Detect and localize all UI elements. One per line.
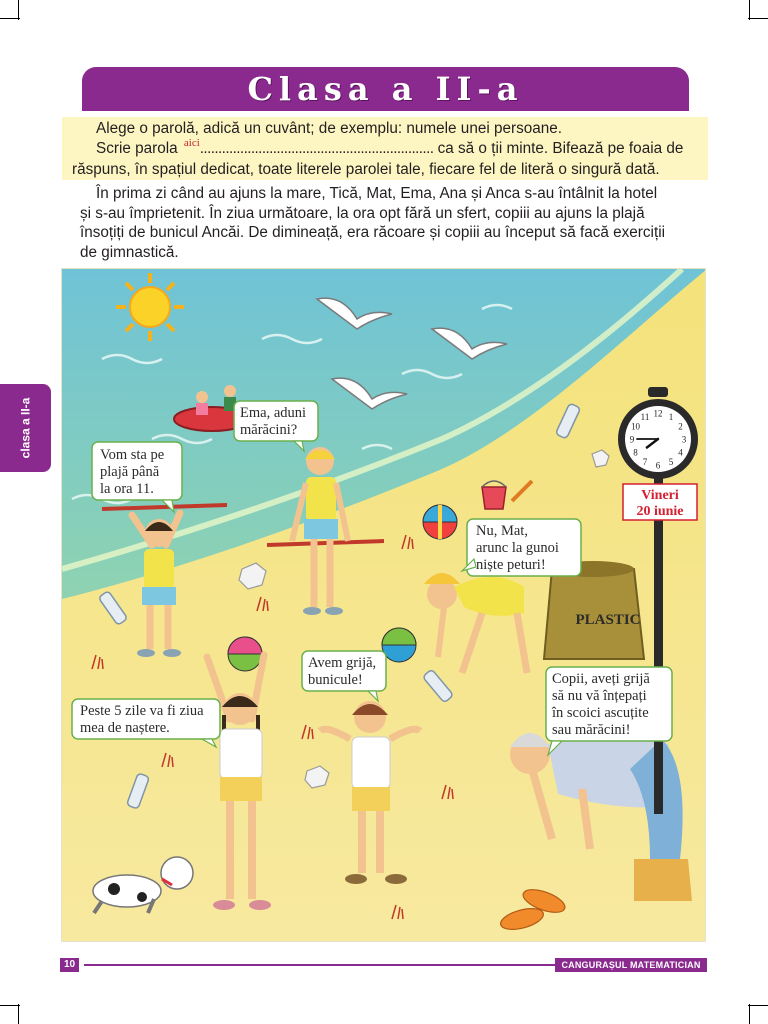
clock-numeral: 9 bbox=[629, 434, 635, 445]
beach-scene-svg bbox=[62, 269, 706, 942]
bubble-line: Avem grijă, bbox=[308, 655, 377, 671]
clock-numeral: 1 bbox=[668, 412, 674, 422]
beach-illustration bbox=[61, 268, 706, 942]
story-line: În prima zi când au ajuns la mare, Tică, Mat, Ema, Ana și Anca s-au întâlnit la hotel bbox=[96, 185, 658, 202]
clock-numeral: 4 bbox=[678, 447, 683, 458]
page-title: Clasa a II-a bbox=[247, 70, 524, 108]
bubble-line: la ora 11. bbox=[100, 481, 154, 497]
crop-mark bbox=[748, 1005, 768, 1006]
title-bar bbox=[82, 67, 689, 111]
crop-mark bbox=[748, 18, 768, 19]
story-line: însoțiți de bunicul Ancăi. De dimineață, era răcoare și copiii au început să facă exerciții bbox=[80, 224, 665, 241]
instruction-line: răspuns, în spațiul dedicat, toate literele parolei tale, fiecare fel de literă o singură dată. bbox=[72, 161, 660, 178]
clock-numeral: 6 bbox=[655, 460, 661, 471]
footer-brand: CANGURAȘUL MATEMATICIAN bbox=[555, 958, 707, 972]
story-paragraph bbox=[80, 184, 695, 262]
bubble-line: Peste 5 zile va fi ziua bbox=[80, 703, 204, 719]
side-tab bbox=[0, 384, 51, 472]
bin-label: PLASTIC bbox=[575, 612, 641, 628]
clock-numeral: 3 bbox=[681, 434, 687, 445]
crop-mark bbox=[749, 1004, 750, 1024]
date-day: Vineri bbox=[641, 488, 679, 503]
clock-numeral: 12 bbox=[653, 408, 663, 419]
bubble-line: sau mărăcini! bbox=[552, 722, 631, 738]
bubble-line: să nu vă înțepați bbox=[552, 688, 647, 704]
bubble-line: Vom sta pe bbox=[100, 447, 165, 463]
clock-numeral: 8 bbox=[633, 447, 638, 458]
bubble-line: în scoici ascuțite bbox=[552, 705, 649, 721]
clock-numeral: 11 bbox=[640, 412, 650, 422]
clock-numeral: 2 bbox=[678, 421, 683, 432]
page-number: 10 bbox=[60, 958, 79, 972]
bubble-line: plajă până bbox=[100, 464, 160, 480]
bubble-line: niște peturi! bbox=[476, 557, 546, 573]
crop-mark bbox=[0, 18, 20, 19]
crop-mark bbox=[18, 0, 19, 20]
instructions-box bbox=[62, 117, 708, 180]
bubble-line: Ema, aduni bbox=[240, 405, 307, 421]
bubble-line: arunc la gunoi bbox=[476, 540, 559, 556]
clock-numeral: 5 bbox=[668, 457, 674, 467]
instruction-text: ca să o ții minte. Bifează pe foaia de bbox=[437, 140, 684, 157]
crop-mark bbox=[0, 1005, 20, 1006]
clock-numeral: 7 bbox=[642, 457, 648, 467]
side-tab-label: clasa a II-a bbox=[18, 397, 33, 459]
crop-mark bbox=[18, 1004, 19, 1024]
story-line: și s-au împrietenit. În ziua următoare, la ora opt fără un sfert, copiii au ajuns la plajă bbox=[80, 204, 645, 222]
bubble-line: bunicule! bbox=[308, 672, 363, 688]
bubble-line: mea de naștere. bbox=[80, 720, 170, 736]
password-hint: aici bbox=[183, 137, 200, 149]
story-line: de gimnastică. bbox=[80, 243, 179, 261]
clock-numeral: 10 bbox=[631, 421, 640, 432]
speech-bubble bbox=[462, 519, 581, 576]
instruction-line bbox=[72, 139, 702, 160]
instruction-text: Scrie parola bbox=[96, 140, 178, 157]
bubble-line: Nu, Mat, bbox=[476, 523, 528, 539]
date-sign bbox=[623, 484, 697, 520]
bubble-line: Copii, aveți grijă bbox=[552, 671, 650, 687]
footer-divider bbox=[84, 964, 555, 966]
crop-mark bbox=[749, 0, 750, 20]
bubble-line: mărăcini? bbox=[240, 422, 298, 438]
password-blank[interactable]: ................................................................ bbox=[199, 140, 434, 157]
instruction-line: Alege o parolă, adică un cuvânt; de exemplu: numele unei persoane. bbox=[96, 120, 563, 137]
date-day-month: 20 iunie bbox=[636, 504, 684, 519]
